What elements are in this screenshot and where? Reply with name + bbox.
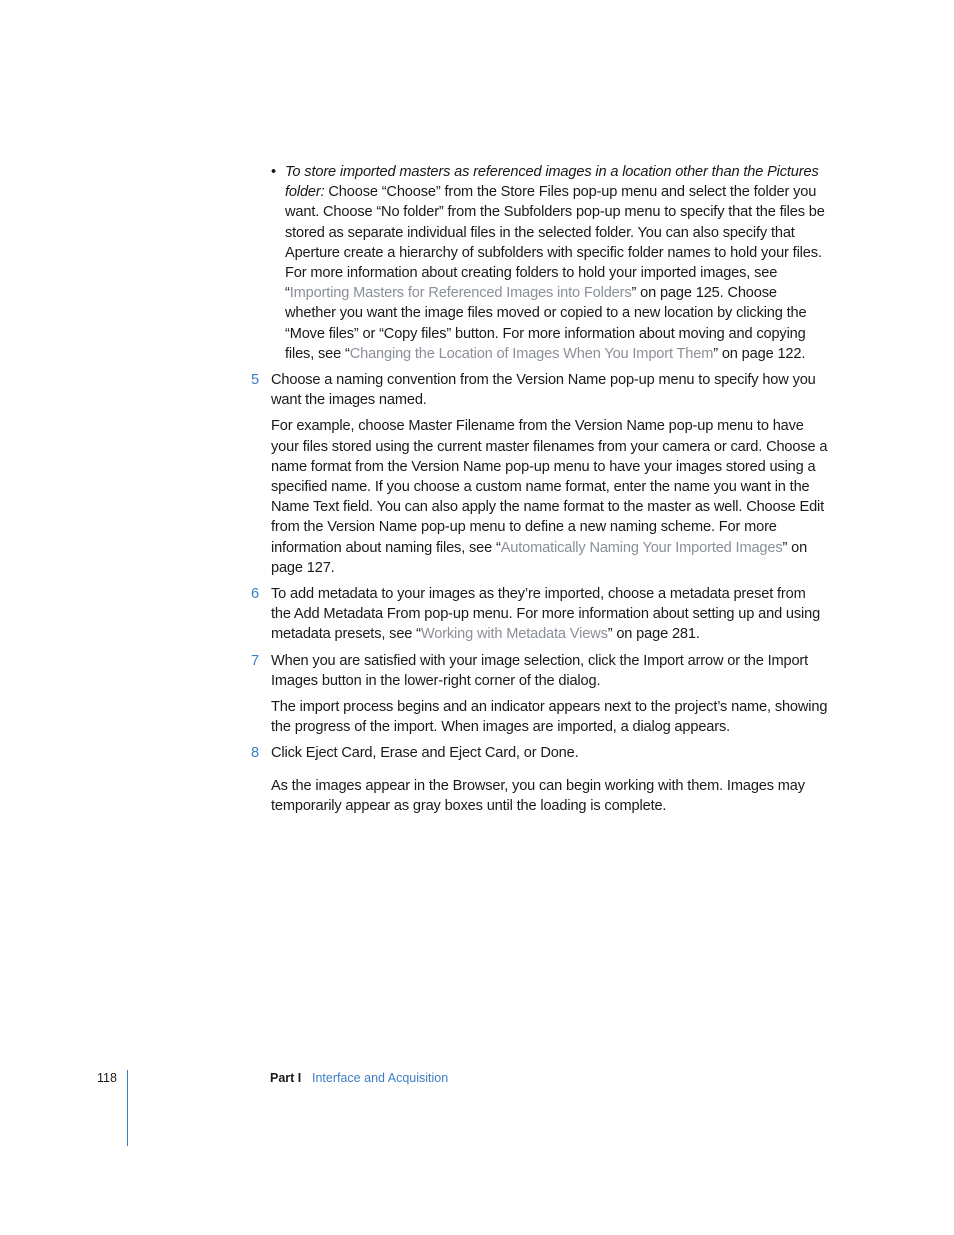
closing-paragraph: As the images appear in the Browser, you can begin working with them. Images may temporarily appear as gray boxes until the loading is complete.: [271, 777, 805, 814]
footer-part-title[interactable]: Interface and Acquisition: [312, 1071, 449, 1085]
bullet-lead: To store imported masters as referenced images in a location other than the Pictures folder:: [285, 164, 819, 201]
sub-text-pre: For example, choose Master Filename from the Version Name pop-up menu to have your files stored using the current master filenames from your camera or card. Choose a name format from the Version Name pop-up menu to have your images stored using a specified name. If you choose a custom name format, enter the name you want in the Name Text field. You can also apply the name format to the master as well. Choose Edit from the Version Name pop-up menu to define a new naming scheme. For more information about naming files, see “: [271, 418, 828, 556]
step-5: [251, 370, 829, 578]
bullet-text-2: ” on page 125. Choose whether you want the image files moved or copied to a new location by clicking the “Move files” or “Copy files” button. For more information about moving and copying files, see “: [285, 285, 807, 362]
step-8: [251, 743, 829, 763]
link-changing-location[interactable]: Changing the Location of Images When You Import Them: [349, 345, 714, 362]
bullet-mark: •: [271, 164, 276, 180]
step-number: 6: [251, 586, 259, 603]
step-number: 7: [251, 652, 259, 669]
step-subparagraph: [271, 416, 829, 578]
step-6: [251, 584, 829, 645]
step-text: Click Eject Card, Erase and Eject Card, or Done.: [271, 745, 579, 762]
step-number: 8: [251, 745, 259, 762]
page-number: 118: [97, 1071, 117, 1085]
step-text: When you are satisfied with your image selection, click the Import arrow or the Import Images button in the lower-right corner of the dialog.: [271, 652, 809, 689]
step-text-post: ” on page 281.: [607, 626, 700, 643]
link-importing-masters[interactable]: Importing Masters for Referenced Images into Folders: [289, 285, 632, 302]
bullet-item: [271, 162, 829, 364]
footer-divider: [127, 1070, 128, 1146]
bullet-paragraph: [285, 162, 829, 364]
link-auto-naming[interactable]: Automatically Naming Your Imported Images: [500, 539, 783, 556]
footer-part-label: Part I: [270, 1071, 302, 1085]
bullet-text-1: Choose “Choose” from the Store Files pop-up menu and select the folder you want. Choose “No folder” from the Subfolders pop-up menu to specify that the files be stored as separate individual files in the selected folder. You can also specify that Aperture create a hierarchy of subfolders with specific folder names to hold your files. For more information about creating folders to hold your imported images, see “: [285, 184, 825, 302]
step-text-pre: To add metadata to your images as they’re imported, choose a metadata preset from the Add Metadata From pop-up menu. For more information about setting up and using metadata presets, see “: [271, 586, 821, 643]
step-number: 5: [251, 372, 259, 389]
step-text: [271, 584, 829, 645]
sub-text-post: ” on page 127.: [271, 539, 808, 576]
link-metadata-views[interactable]: Working with Metadata Views: [420, 626, 608, 643]
body-text: [251, 162, 829, 816]
step-7: [251, 651, 829, 738]
step-text: Choose a naming convention from the Version Name pop-up menu to specify how you want the images named.: [271, 372, 816, 409]
step-subparagraph: The import process begins and an indicator appears next to the project’s name, showing the progress of the import. When images are imported, a dialog appears.: [271, 699, 828, 736]
bullet-text-3: ” on page 122.: [713, 345, 806, 362]
